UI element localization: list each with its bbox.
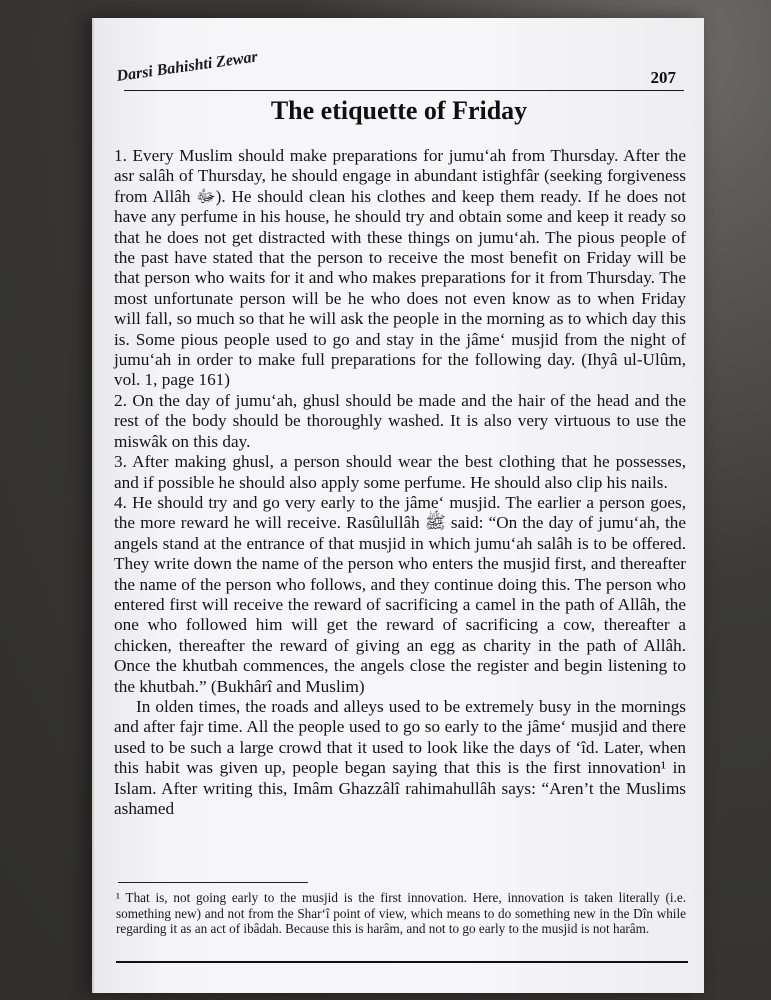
paragraph-2: 2. On the day of jumu‘ah, ghusl should be made and the hair of the head and the rest of the body should be thoroughly washed. It is also very virtuous to use the miswâk on this day. [114,390,686,451]
running-head: Darsi Bahishti Zewar [115,48,259,86]
page-title: The etiquette of Friday [270,96,528,125]
header-rule [124,90,684,91]
paragraph-5: In olden times, the roads and alleys used to be extremely busy in the mornings and after fajr time. All the people used to go so early to the jâme‘ musjid and there used to be such a large crowd that it used to look like the days of ‘îd. Later, when this habit was given up, people began saying that this is the first innovation¹ in Islam. After writing this, Imâm Ghazzâlî rahimahullâh says: “Aren’t the Muslims ashamed [114,696,686,818]
footnote-divider [118,882,308,883]
footnote: ¹ That is, not going early to the musjid is the first innovation. Here, innovation is taken literally (i.e. something new) and not from the Shar‘î point of view, which means to do something new in the Dîn while regarding it as an act of ibâdah. Because this is harâm, and not to go early to the musjid is not harâm. [116,890,686,937]
paragraph-4: 4. He should try and go very early to the jâme‘ musjid. The earlier a person goes, the more reward he will receive. Rasûlullâh ﷺ said: “On the day of jumu‘ah, the angels stand at the entrance of that musjid in which jumu‘ah salâh is to be offered. They write down the name of the person who enters the musjid first, and thereafter the name of the person who follows, and they continue doing this. The person who entered first will receive the reward of sacrificing a camel in the path of Allâh, the one who followed him will get the reward of sacrificing a cow, thereafter a chicken, thereafter the reward of giving an egg as charity in the path of Allâh. Once the khutbah commences, the angels close the register and begin listening to the khutbah.” (Bukhârî and Muslim) [114,492,686,696]
paragraph-3: 3. After making ghusl, a person should wear the best clothing that he possesses, and if possible he should also apply some perfume. He should also clip his nails. [114,452,686,492]
book-page [92,18,704,993]
body-text [114,146,686,819]
bottom-rule [116,961,688,963]
page-number: 207 [650,68,676,87]
paragraph-1: 1. Every Muslim should make preparations for jumu‘ah from Thursday. After the asr salâh of Thursday, he should engage in abundant istighfâr (seeking forgiveness from Allâh ﷻ). He should clean his clothes and keep them ready. If he does not have any perfume in his house, he should try and obtain some and keep it ready so that he does not get distracted with these things on jumu‘ah. The pious people of the past have stated that the person to receive the most benefit on Friday will be that person who waits for it and who makes preparations for it from Thursday. The most unfortunate person will be he who does not even know as to when Friday will fall, so much so that he will ask the people in the morning as to which day this is. Some pious people used to go and stay in the jâme‘ musjid from the night of jumu‘ah in order to make full preparations for the following day. (Ihyâ ul-Ulûm, vol. 1, page 161) [114,146,686,390]
